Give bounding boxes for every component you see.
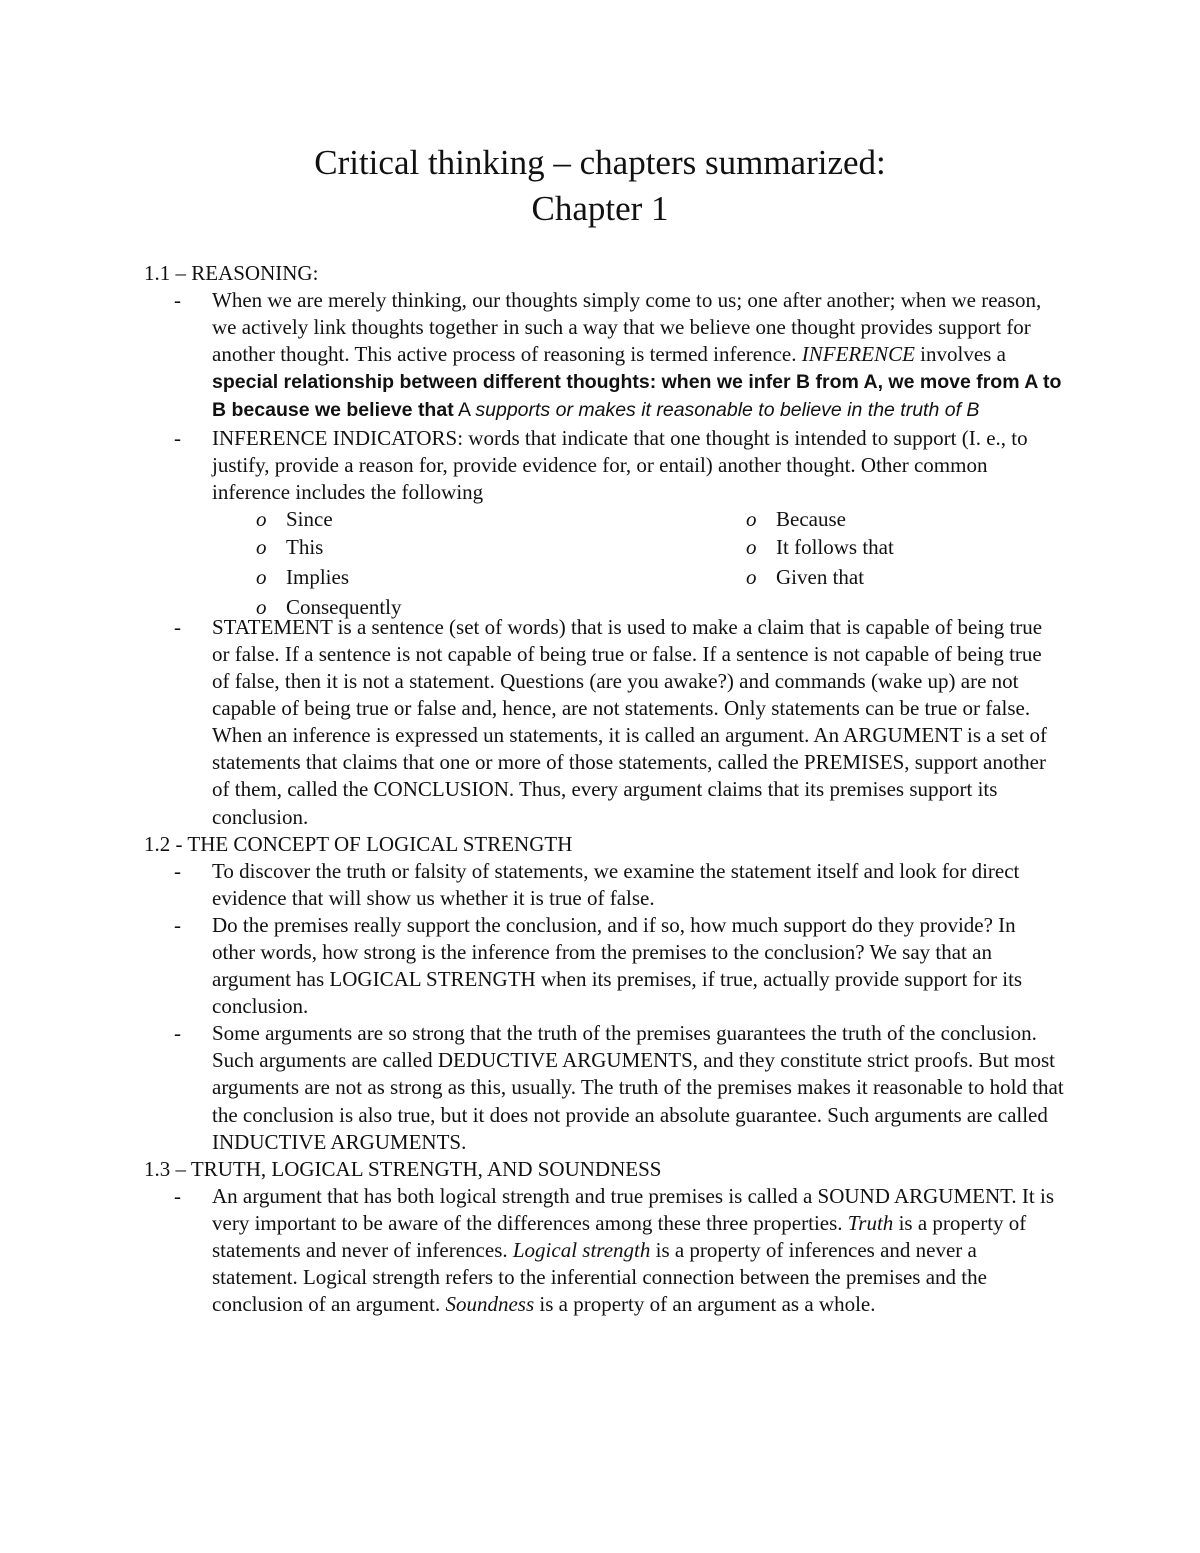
bullet-marker: o — [256, 506, 267, 531]
bullet-marker: o — [256, 534, 267, 559]
dash-marker: - — [174, 425, 181, 450]
text-run-italic: Logical strength — [512, 1238, 651, 1262]
paragraph-soundness — [144, 1183, 1064, 1318]
text-run: is a property of an argument as a whole. — [534, 1292, 876, 1317]
list-item-label: It follows that — [776, 534, 894, 559]
paragraph-truth-falsity — [144, 858, 1064, 912]
dash-marker: - — [174, 288, 181, 313]
text-run: Some arguments are so strong that the truth of the premises guarantees the truth of the conclusion. Such arguments are called DEDUCTIVE ARGUMENTS, and they constitute strict proofs. But most arguments are not as strong as this, usually. The truth of the premises makes it reasonable to hold that the conclusion is also true, but it does not provide an absolute guarantee. Such arguments are called INDUCTIVE ARGUMENTS. — [212, 1021, 1064, 1154]
text-run-italic: Truth — [847, 1210, 894, 1235]
text-run-italic: Soundness — [445, 1292, 535, 1317]
dash-marker: - — [174, 1021, 181, 1046]
bullet-marker: o — [746, 534, 757, 559]
text-run: To discover the truth or falsity of statements, we examine the statement itself and look for direct evidence that will show us whether it is true of false. — [212, 858, 1020, 910]
list-item-label: Because — [776, 506, 846, 531]
text-run: A — [453, 399, 476, 422]
text-run: is a property of inferences and never a statement. Logical strength refers to the inferential connection between the premises and the conclusion of an argument. — [212, 1238, 987, 1317]
title-line-1: Critical thinking – chapters summarized: — [314, 143, 886, 182]
dash-marker: - — [174, 912, 181, 937]
list-item-label: Consequently — [286, 594, 402, 619]
bullet-marker: o — [746, 506, 757, 531]
paragraph-inference — [144, 287, 1064, 424]
list-item-label: Since — [286, 506, 333, 531]
list-item-label: Given that — [776, 564, 865, 589]
paragraph-logical-strength — [144, 912, 1064, 1020]
text-run: INFERENCE INDICATORS: words that indicate that one thought is intended to support (I. e., to justify, provide a reason for, provide evidence for, or entail) another thought. Other common inference includes the following — [212, 425, 1028, 504]
document-title — [0, 140, 1200, 232]
paragraph-statement — [144, 614, 1064, 831]
section-heading-1-3: 1.3 – TRUTH, LOGICAL STRENGTH, AND SOUNDNESS — [144, 1156, 662, 1181]
document-body — [144, 260, 1064, 1318]
text-run: STATEMENT is a sentence (set of words) that is used to make a claim that is capable of being true or false. If a sentence is not capable of being true or false. If a sentence is not capable of being true of false, then it is not a statement. Questions (are you awake?) and commands (wake up) are not capable of being true or false and, hence, are not statements. Only statements can be true or false. When an inference is expressed un statements, it is called an argument. An ARGUMENT is a set of statements that claims that one or more of those statements, called the PREMISES, support another of them, called the CONCLUSION. Thus, every argument claims that its premises support its conclusion. — [212, 614, 1047, 829]
paragraph-inference-indicators — [144, 425, 1064, 506]
list-item-label: This — [286, 534, 324, 559]
section-heading-1-2: 1.2 - THE CONCEPT OF LOGICAL STRENGTH — [144, 831, 573, 856]
text-run: An argument that has both logical strength and true premises is called a SOUND ARGUMENT. It is very important to be aware of the differences among these three properties. — [212, 1183, 1054, 1235]
text-run-italic: INFERENCE — [801, 342, 915, 367]
dash-marker: - — [174, 614, 181, 639]
dash-marker: - — [174, 858, 181, 883]
text-run: Do the premises really support the conclusion, and if so, how much support do they provide? In other words, how strong is the inference from the premises to the conclusion? We say that an argument has LOGICAL STRENGTH when its premises, if true, actually provide support for its conclusion. — [212, 912, 1023, 1019]
text-run: When we are merely thinking, our thoughts simply come to us; one after another; when we reason, we actively link thoughts together in such a way that we believe one thought provides support for another thought. This active process of reasoning is termed inference. — [212, 288, 1042, 367]
text-run-bold: special relationship between different thoughts: when we infer B from A, we move from A to B because we believe that — [212, 371, 1062, 422]
bullet-marker: o — [746, 564, 757, 589]
paragraph-deductive-inductive — [144, 1020, 1064, 1155]
dash-marker: - — [174, 1183, 181, 1208]
section-heading-1-1: 1.1 – REASONING: — [144, 261, 319, 285]
text-run-italic: supports or makes it reasonable to believe in the truth of B — [475, 399, 980, 422]
text-run: involves a — [914, 342, 1006, 367]
bullet-marker: o — [256, 594, 267, 619]
indicator-list — [144, 506, 1064, 619]
title-line-2: Chapter 1 — [531, 189, 669, 228]
text-run: is a property of statements and never of inferences. — [212, 1210, 1027, 1262]
list-item-label: Implies — [286, 564, 349, 589]
bullet-marker: o — [256, 564, 267, 589]
